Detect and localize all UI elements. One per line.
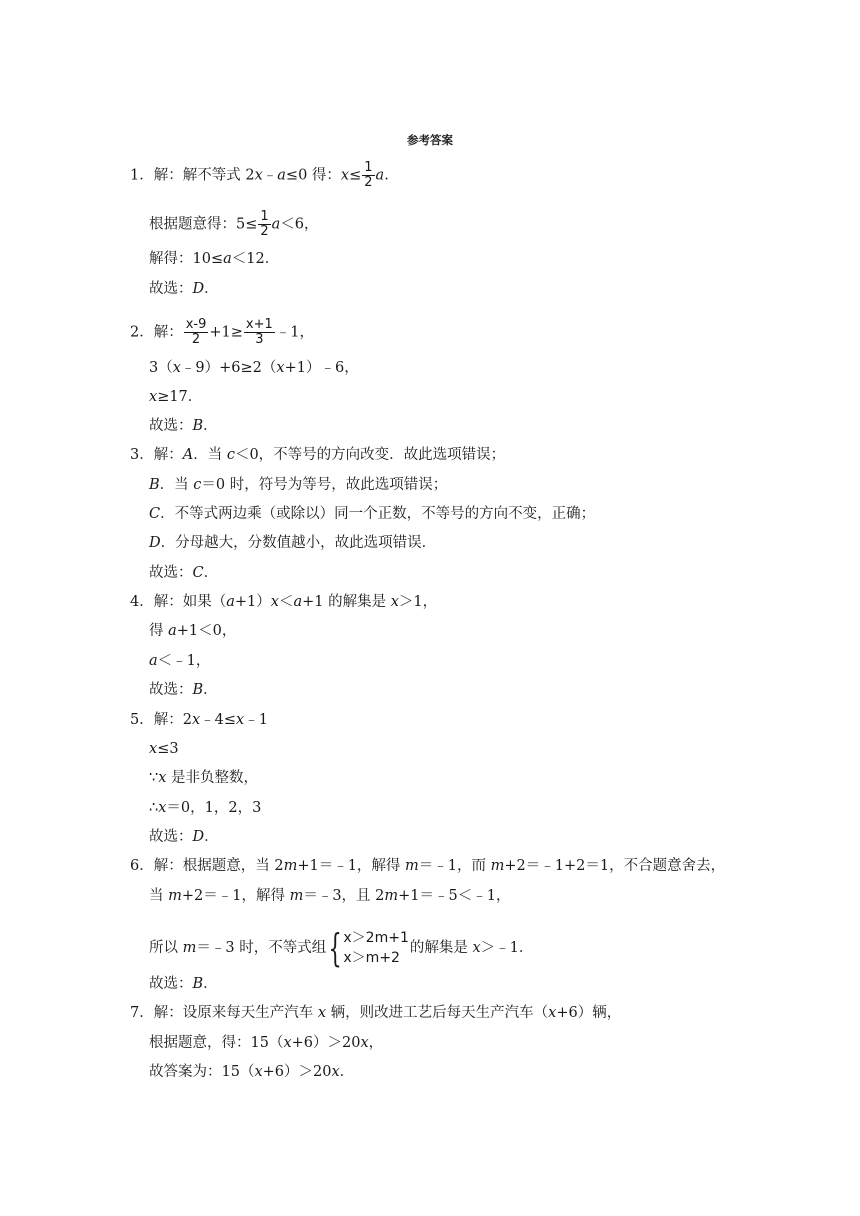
fraction: $\frac{1}{2}$ (364, 160, 373, 190)
q4-line-3: a＜﹣1， (149, 653, 211, 669)
q6-line-3: 所以 m＝﹣3 时，不等式组 { x＞2m+1 x＞m+2 的解集是 x＞﹣1． (149, 926, 534, 970)
q2-line-3: x≥17． (149, 389, 203, 405)
q4-line-1: 4．解：如果（a+1）x＜a+1 的解集是 x＞1， (130, 594, 438, 610)
q1-line-2: 根据题意得：5≤ $\frac{1}{2}$ a＜6， (149, 209, 319, 239)
q6-line-4: 故选：B． (149, 976, 218, 992)
q7-line-3: 故答案为：15（x+6）＞20x． (149, 1064, 355, 1080)
page-title: 参考答案 (407, 133, 453, 147)
q1-line-3: 解得：10≤a＜12． (149, 251, 280, 267)
q2-line-4: 故选：B． (149, 418, 218, 434)
q3-line-4: D．分母越大，分数值越小，故此选项错误． (149, 535, 437, 551)
q7-line-1: 7．解：设原来每天生产汽车 x 辆，则改进工艺后每天生产汽车（x+6）辆， (130, 1005, 622, 1021)
q1-line-4: 故选：D． (149, 281, 219, 297)
q3-line-2: B．当 c＝0 时，符号为等号，故此选项错误； (149, 477, 448, 493)
fraction: $\frac{1}{2}$ (260, 209, 269, 239)
fraction: $\frac{x-9}{2}$ (185, 317, 207, 347)
q5-line-2: x≤3 (149, 741, 179, 757)
q7-line-2: 根据题意，得：15（x+6）＞20x， (149, 1035, 384, 1051)
q5-line-1: 5．解：2x﹣4≤x﹣1 (130, 712, 268, 728)
q2-line-1: 2．解： $\frac{x-9}{2}$ +1≥ $\frac{x+1}{3}$ ﹣1， (130, 317, 315, 347)
q6-line-2: 当 m+2＝﹣1，解得 m＝﹣3，且 2m+1＝﹣5＜﹣1， (149, 888, 511, 904)
q3-line-3: C．不等式两边乘（或除以）同一个正数，不等号的方向不变，正确； (149, 506, 596, 522)
q1-line-1: 1．解：解不等式 2x﹣a≤0 得：x≤ $\frac{1}{2}$ a. (130, 160, 389, 190)
q5-line-5: 故选：D． (149, 829, 219, 845)
fraction: $\frac{x+1}{3}$ (245, 317, 273, 347)
q2-line-2: 3（x﹣9）+6≥2（x+1）﹣6， (149, 360, 359, 376)
brace-icon: { (328, 926, 342, 970)
q4-line-4: 故选：B． (149, 682, 218, 698)
q5-line-3: ∵x 是非负整数， (149, 770, 259, 786)
q3-line-5: 故选：C． (149, 565, 219, 581)
q5-line-4: ∴x＝0，1，2，3 (149, 800, 262, 816)
q3-line-1: 3．解：A．当 c＜0，不等号的方向改变．故此选项错误； (130, 447, 506, 463)
inequality-system: { x＞2m+1 x＞m+2 (328, 926, 409, 970)
q6-line-1: 6．解：根据题意，当 2m+1＝﹣1，解得 m＝﹣1，而 m+2＝﹣1+2＝1，不合题意舍去， (130, 858, 726, 874)
q4-line-2: 得 a+1＜0， (149, 623, 237, 639)
